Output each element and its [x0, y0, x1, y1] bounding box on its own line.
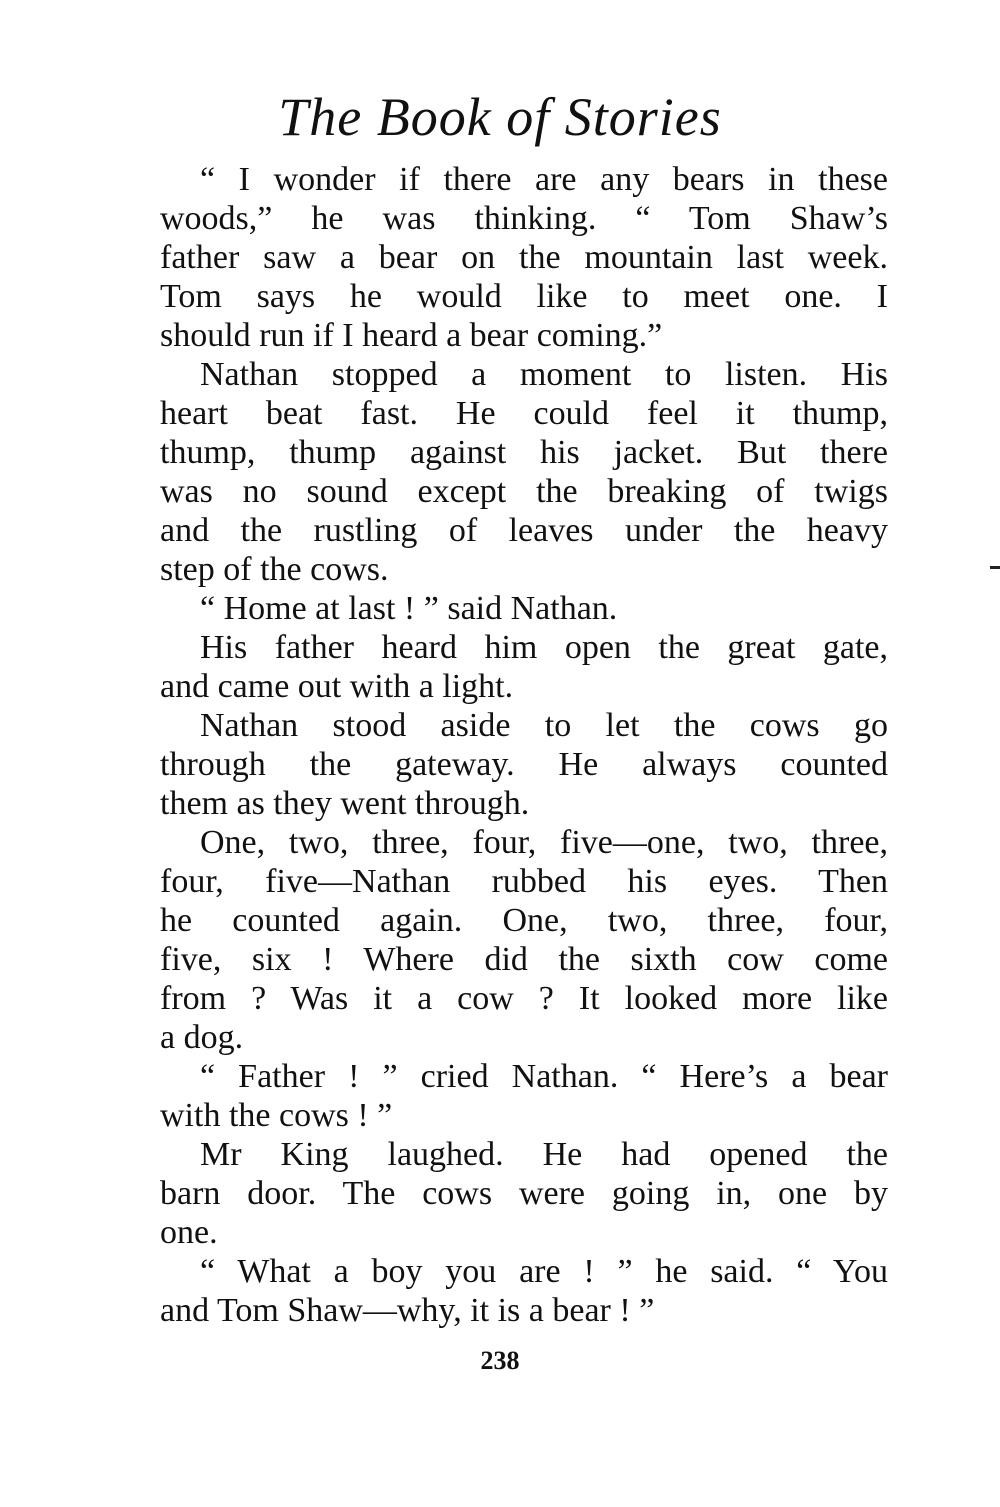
text-line: and came out with a light.: [160, 668, 514, 705]
text-line: father saw a bear on the mountain last week.: [160, 239, 888, 276]
running-title: The Book of Stories: [278, 87, 722, 147]
page-number: 238: [480, 1346, 520, 1375]
text-line: one.: [160, 1214, 218, 1251]
paragraph: [160, 589, 888, 628]
text-line: them as they went through.: [160, 785, 530, 822]
paragraph: [160, 1057, 888, 1135]
paragraph: [160, 706, 888, 823]
text-line: One, two, three, four, five—one, two, three,: [200, 824, 888, 861]
text-line: step of the cows.: [160, 551, 389, 588]
text-line: His father heard him open the great gate,: [200, 629, 888, 666]
text-line: Mr King laughed. He had opened the: [200, 1136, 888, 1173]
text-line: Nathan stood aside to let the cows go: [200, 707, 888, 744]
text-line: woods,” he was thinking. “ Tom Shaw’s: [160, 200, 888, 237]
paragraph: [160, 823, 888, 1057]
paragraph: [160, 1252, 888, 1330]
text-line: and the rustling of leaves under the heavy: [160, 512, 888, 549]
paragraph: [160, 355, 888, 589]
text-line: heart beat fast. He could feel it thump,: [160, 395, 888, 432]
text-line: thump, thump against his jacket. But there: [160, 434, 888, 471]
text-line: from ? Was it a cow ? It looked more like: [160, 980, 888, 1017]
text-line: barn door. The cows were going in, one by: [160, 1175, 888, 1212]
paragraph: [160, 1135, 888, 1252]
text-line: and Tom Shaw—why, it is a bear ! ”: [160, 1292, 655, 1329]
text-line: through the gateway. He always counted: [160, 746, 888, 783]
text-line: he counted again. One, two, three, four,: [160, 902, 888, 939]
text-line: Nathan stopped a moment to listen. His: [200, 356, 888, 393]
margin-mark: [990, 566, 1000, 569]
text-line: with the cows ! ”: [160, 1097, 393, 1134]
text-line: “ What a boy you are ! ” he said. “ You: [200, 1253, 888, 1290]
text-line: was no sound except the breaking of twigs: [160, 473, 888, 510]
text-line: “ I wonder if there are any bears in these: [200, 161, 888, 198]
paragraph: [160, 628, 888, 706]
text-line: four, five—Nathan rubbed his eyes. Then: [160, 863, 888, 900]
text-line: Tom says he would like to meet one. I: [160, 278, 888, 315]
text-line: a dog.: [160, 1019, 244, 1056]
text-line: should run if I heard a bear coming.”: [160, 317, 663, 354]
text-line: five, six ! Where did the sixth cow come: [160, 941, 888, 978]
paragraph: [160, 160, 888, 355]
text-line: “ Home at last ! ” said Nathan.: [200, 590, 618, 627]
body-text: [160, 160, 888, 1330]
text-line: “ Father ! ” cried Nathan. “ Here’s a bear: [200, 1058, 888, 1095]
